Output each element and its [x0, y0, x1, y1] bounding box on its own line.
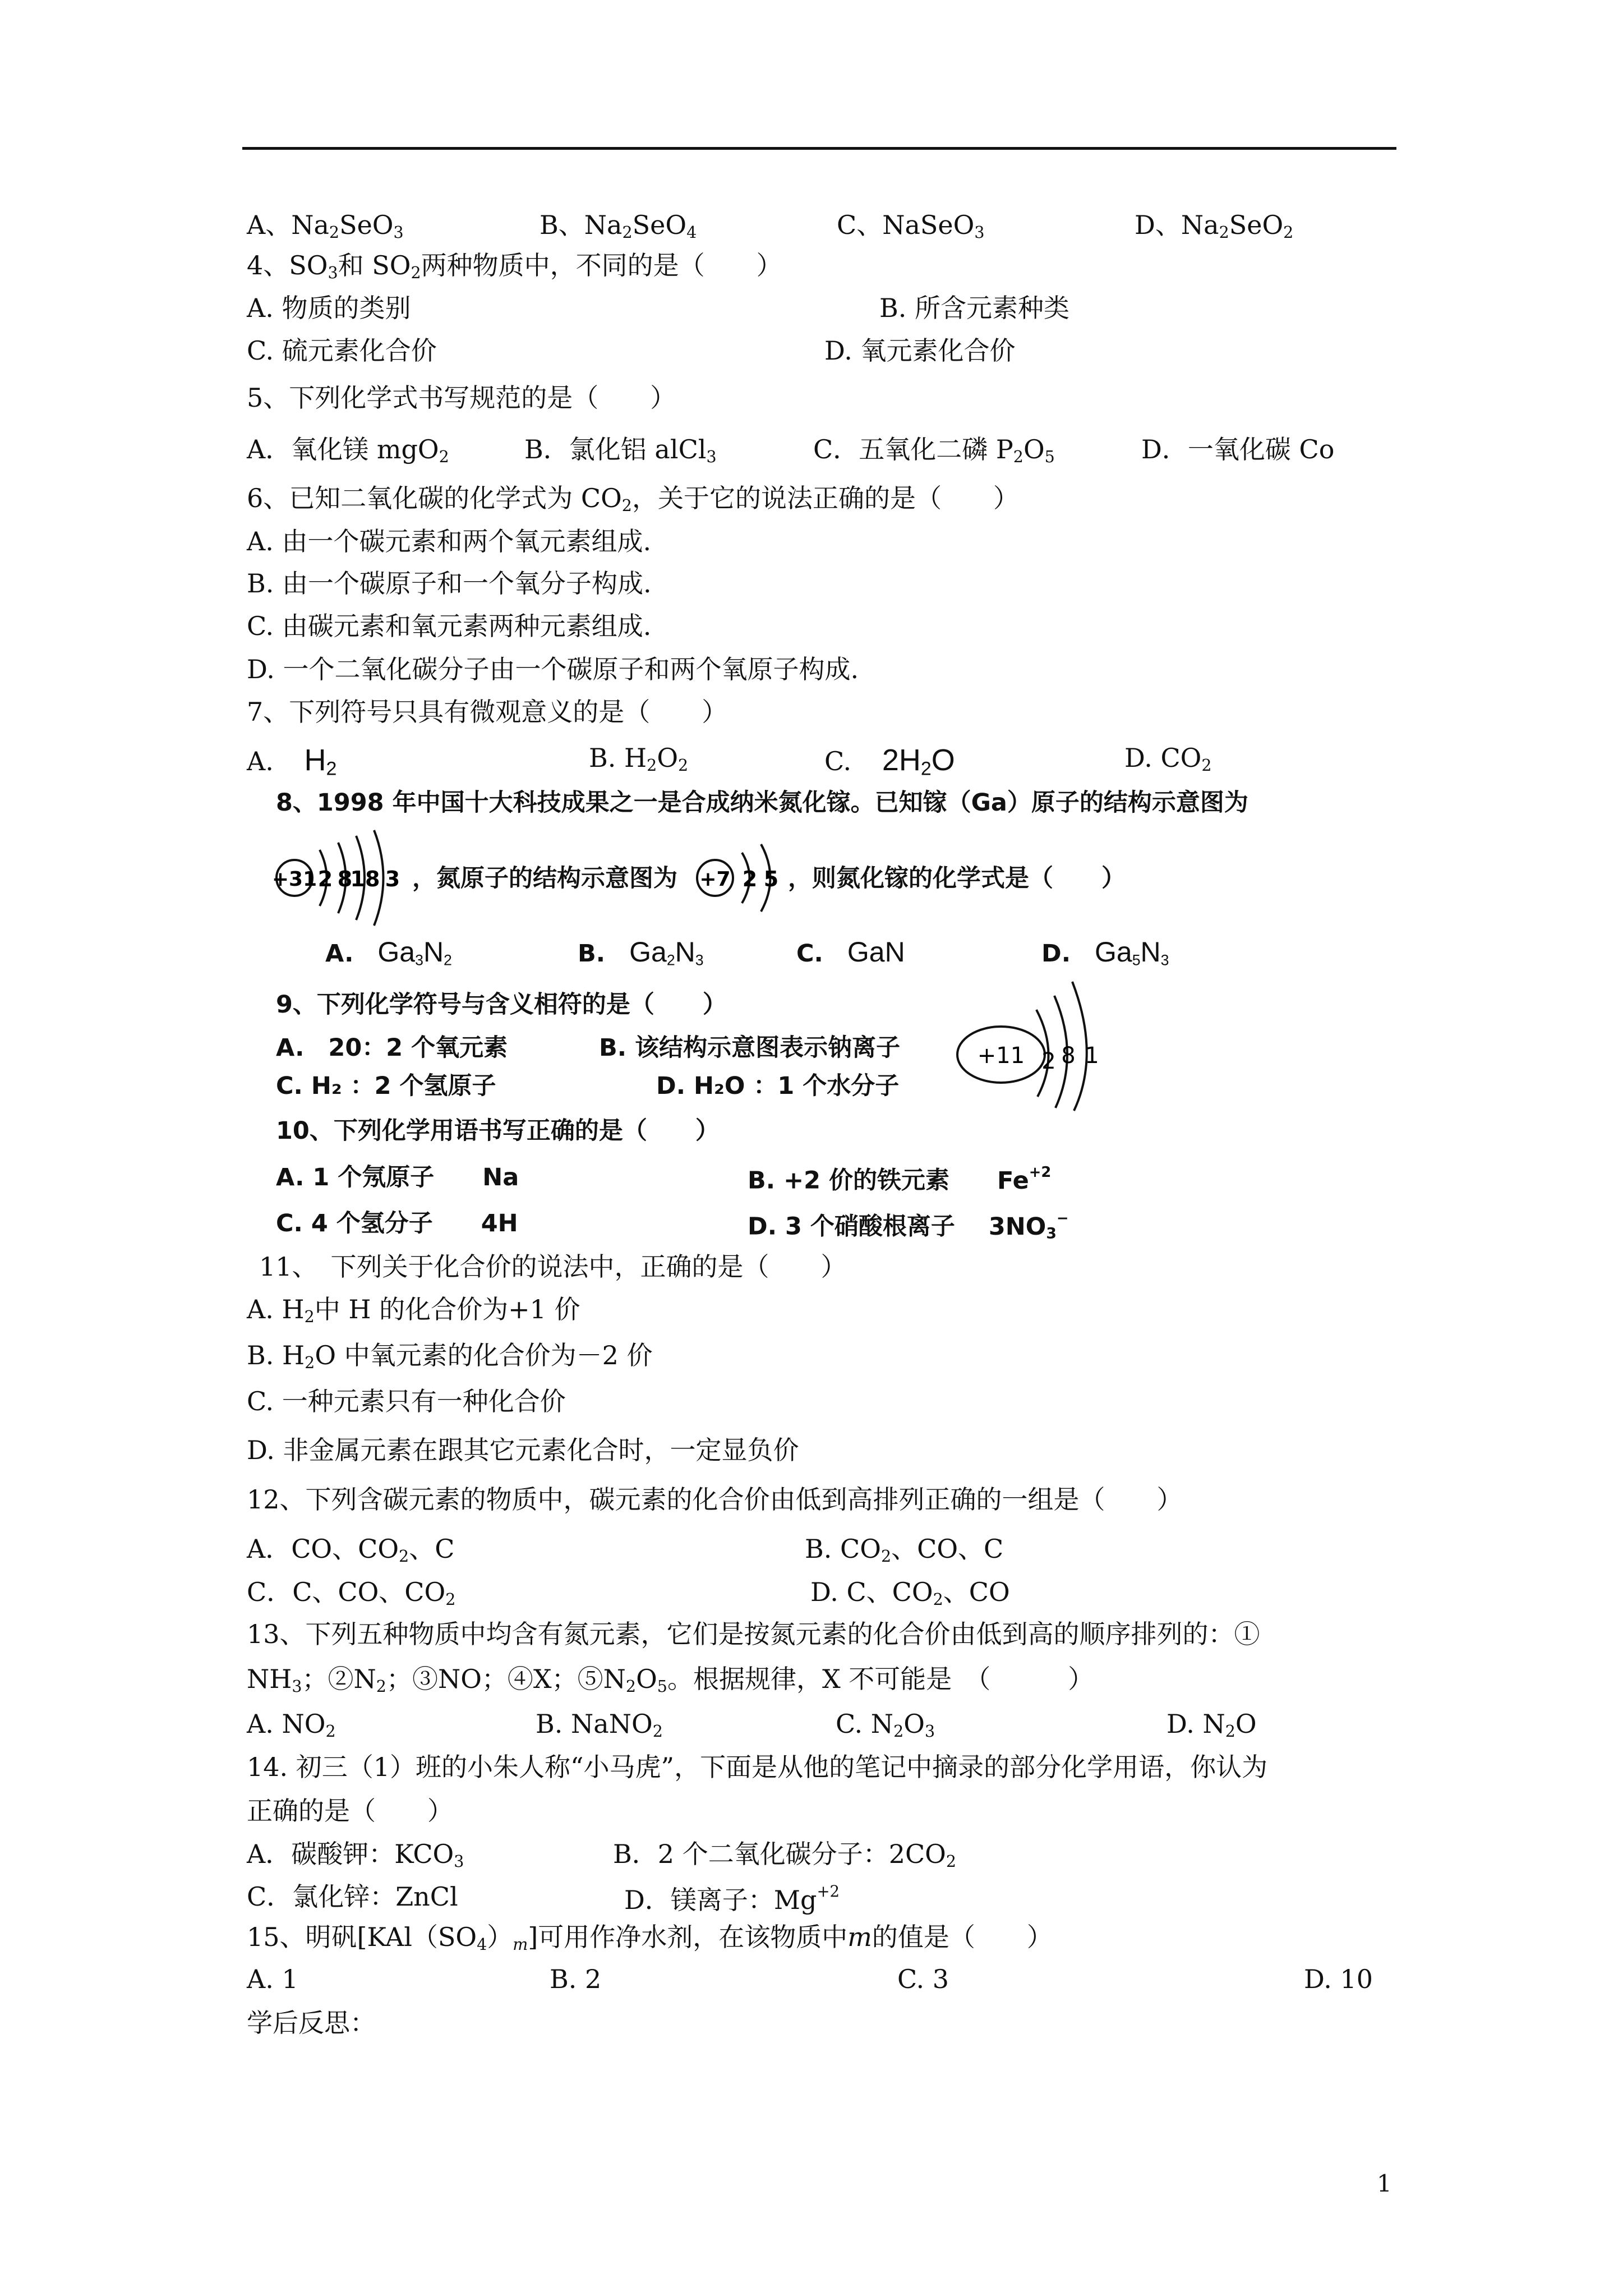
q11-option-b: B. $H_2O$ 中氧元素的化合价为－2 价	[247, 1340, 653, 1373]
q5-option-c: C．五氧化二磷 $P_2O_5$	[813, 434, 1055, 467]
q11-option-a: A. $H_2$中 H 的化合价为+1 价	[247, 1294, 580, 1327]
ga-shell-1: 2	[317, 867, 333, 891]
ga-shell-2: 8	[337, 867, 353, 891]
q4-option-a: A. 物质的类别	[247, 293, 411, 323]
q12-option-c: C．C、CO、$CO_2$	[247, 1577, 456, 1609]
q11-option-c: C. 一种元素只有一种化合价	[247, 1386, 566, 1416]
q8-stem: 8、1998 年中国十大科技成果之一是合成纳米氮化镓。已知镓（Ga）原子的结构示意图为	[276, 789, 1248, 817]
n-nucleus: +7	[699, 868, 731, 891]
n-shell-1: 2	[742, 867, 758, 891]
q7-option-d: D. $CO_2$	[1124, 743, 1212, 775]
q9-stem: 9、下列化学符号与含义相符的是（ ）	[276, 991, 727, 1019]
q14-option-d: D．镁离子：$Mg^{+2}$	[624, 1882, 840, 1916]
q6-option-b: B. 由一个碳原子和一个氧分子构成.	[247, 568, 652, 599]
q3-option-d: D、$Na_2SeO_2$	[1135, 210, 1294, 242]
q6-option-d: D. 一个二氧化碳分子由一个碳原子和两个氧原子构成.	[247, 654, 859, 684]
q14-option-a: A．碳酸钾：$KCO_3$	[247, 1839, 464, 1871]
q6-stem: 6、已知二氧化碳的化学式为 $CO_2$，关于它的说法正确的是（ ）	[247, 483, 1019, 516]
q8-mid-text: ，氮原子的结构示意图为	[412, 864, 677, 892]
q7-option-b: B. $H_2O_2$	[589, 743, 689, 775]
na-shell-3: 1	[1085, 1043, 1099, 1069]
page-number: 1	[1377, 2170, 1392, 2197]
q14-line2: 正确的是（ ）	[247, 1796, 453, 1826]
q8-option-c: C. GaN	[796, 936, 905, 968]
q12-stem: 12、下列含碳元素的物质中，碳元素的化合价由低到高排列正确的一组是（ ）	[247, 1484, 1183, 1515]
q5-option-b: B．氯化铝 alCl$_3$	[524, 434, 717, 467]
q9-option-c: C. H₂ ：2 个氢原子	[276, 1072, 496, 1100]
q15-stem: 15、明矾$[KAl(SO_4)_m]$可用作净水剂，在该物质中m的值是（ ）	[247, 1922, 1053, 1954]
q15-option-d: D. 10	[1304, 1964, 1373, 1994]
q8-option-a: A. $Ga_3N_2$	[325, 936, 452, 969]
q14-option-b: B．2 个二氧化碳分子：$2CO_2$	[613, 1839, 957, 1871]
q10-option-a: A. 1 个氖原子 Na	[276, 1163, 519, 1191]
q3-option-c: C、NaSeO$_3$	[837, 210, 985, 242]
q14-line1: 14. 初三（1）班的小朱人称“小马虎”，下面是从他的笔记中摘录的部分化学用语，你认为	[247, 1752, 1268, 1782]
q13-option-c: C. $N_2O_3$	[836, 1709, 935, 1741]
q3-option-b: B、$Na_2SeO_4$	[540, 210, 697, 242]
q10-option-d: D. 3 个硝酸根离子 $3NO_3^-$	[748, 1210, 1069, 1243]
n-shell-2: 5	[763, 867, 779, 891]
q13-option-d: D. $N_2O$	[1166, 1709, 1257, 1741]
ga-shell-4: 3	[385, 867, 400, 891]
q7-option-a: A. $H_2$	[247, 743, 337, 780]
q9-option-b: B. 该结构示意图表示钠离子	[599, 1034, 901, 1062]
q13-option-a: A. $NO_2$	[247, 1709, 336, 1741]
q13-line2: $NH_3$；$②N_2$；③NO；④X；$⑤N_2O_5$。根据规律，X 不可能是 （ ）	[247, 1664, 1094, 1696]
q11-stem: 11、 下列关于化合价的说法中，正确的是（ ）	[259, 1251, 847, 1282]
q4-option-d: D. 氧元素化合价	[824, 335, 1016, 366]
q5-stem: 5、下列化学式书写规范的是（ ）	[247, 383, 676, 413]
q13-option-b: B. NaNO$_2$	[536, 1709, 663, 1741]
q13-line1: 13、下列五种物质中均含有氮元素，它们是按氮元素的化合价由低到高的顺序排列的：①	[247, 1619, 1260, 1649]
q4-option-b: B. 所含元素种类	[879, 293, 1070, 323]
q8-option-b: B. $Ga_2N_3$	[578, 936, 704, 969]
q7-stem: 7、下列符号只具有微观意义的是（ ）	[247, 697, 728, 727]
q9-option-a: A. 20：2 个氧元素	[276, 1034, 508, 1062]
q14-option-c: C．氯化锌：ZnCl	[247, 1881, 458, 1912]
q8-tail-text: ，则氮化镓的化学式是（ ）	[788, 864, 1126, 892]
q12-option-b: B. $CO_2$、CO、C	[805, 1534, 1004, 1566]
q4-stem: 4、$SO_3$和 $SO_2$两种物质中，不同的是（ ）	[247, 250, 782, 283]
q8-option-d: D. $Ga_5N_3$	[1041, 936, 1169, 969]
q15-option-b: B. 2	[550, 1964, 602, 1994]
q3-option-a: A、$Na_2SeO_3$	[247, 210, 404, 242]
q10-option-b: B. +2 价的铁元素 $Fe^{+2}$	[748, 1164, 1052, 1195]
header-rule	[242, 147, 1396, 150]
q6-option-a: A. 由一个碳元素和两个氧元素组成.	[247, 526, 652, 556]
na-shell-1: 2	[1041, 1048, 1056, 1074]
q10-option-c: C. 4 个氢分子 4H	[276, 1209, 518, 1237]
q15-option-a: A. 1	[247, 1964, 298, 1994]
ga-atom-structure-diagram	[272, 825, 412, 931]
q11-option-d: D. 非金属元素在跟其它元素化合时，一定显负价	[247, 1435, 799, 1465]
na-structure-diagram	[953, 976, 1105, 1111]
q4-option-c: C. 硫元素化合价	[247, 335, 437, 366]
ga-nucleus: +31	[271, 868, 317, 891]
q5-option-d: D．一氧化碳 Co	[1141, 434, 1335, 464]
q15-option-c: C. 3	[897, 1964, 949, 1994]
na-nucleus: +11	[977, 1043, 1025, 1069]
q12-option-d: D. C、$CO_2$、CO	[810, 1577, 1010, 1609]
q5-option-a: A．氧化镁 mgO$_2$	[247, 434, 449, 467]
q12-option-a: A．CO、$CO_2$、C	[247, 1534, 455, 1566]
q10-stem: 10、下列化学用语书写正确的是（ ）	[276, 1117, 720, 1145]
q6-option-c: C. 由碳元素和氧元素两种元素组成.	[247, 611, 652, 641]
na-shell-2: 8	[1061, 1043, 1076, 1069]
q9-option-d: D. H₂O ：1 个水分子	[656, 1072, 900, 1100]
reflection-label: 学后反思：	[247, 2008, 376, 2038]
q7-option-c: C. $2H_2O$	[824, 743, 955, 780]
ga-shell-3: 18	[350, 867, 380, 891]
